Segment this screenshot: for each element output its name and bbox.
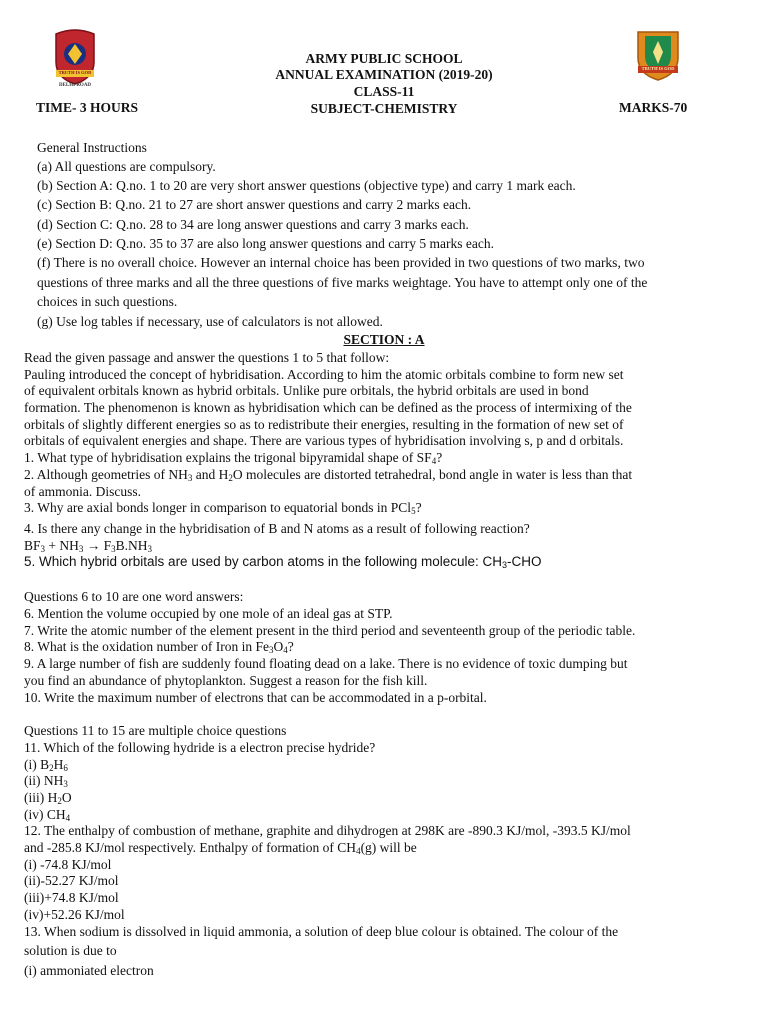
- q11-option-3: (iii) $H_2O$: [24, 790, 72, 806]
- q12-option-3: (iii)+74.8 KJ/mol: [24, 890, 119, 905]
- question-12: 12. The enthalpy of combustion of methane, graphite and dihydrogen at 298K are -890.3 KJ/mol, -393.5 KJ/mol: [24, 823, 631, 838]
- question-7: 7. Write the atomic number of the element present in the third period and seventeenth group of the periodic table.: [24, 623, 636, 638]
- marks-label: MARKS-70: [619, 100, 688, 115]
- class-label: CLASS-11: [353, 84, 415, 99]
- instruction-a: (a) All questions are compulsory.: [37, 159, 216, 174]
- one-word-intro: Questions 6 to 10 are one word answers:: [24, 589, 244, 604]
- question-9-line2: you find an abundance of phytoplankton. Suggest a reason for the fish kill.: [24, 673, 428, 688]
- question-13: 13. When sodium is dissolved in liquid ammonia, a solution of deep blue colour is obtained. The colour of the: [24, 924, 619, 939]
- exam-title: ANNUAL EXAMINATION (2019-20): [275, 67, 493, 82]
- q13-option-1: (i) ammoniated electron: [24, 963, 154, 978]
- right-crest-motto: TRUTH IS GOD: [641, 66, 675, 71]
- q11-option-2: (ii) $NH_3$: [24, 773, 68, 789]
- instruction-e: (e) Section D: Q.no. 35 to 37 are also long answer questions and carry 5 marks each.: [37, 236, 494, 251]
- passage-line: formation. The phenomenon is known as hybridisation which can be defined as the process of intermixing of the: [24, 400, 632, 415]
- question-11: 11. Which of the following hydride is a electron precise hydride?: [24, 740, 376, 755]
- instructions-title: General Instructions: [37, 140, 147, 155]
- instruction-g: (g) Use log tables if necessary, use of calculators is not allowed.: [37, 314, 383, 329]
- instruction-f-line1: (f) There is no overall choice. However an internal choice has been provided in two questions of two marks, two: [37, 255, 645, 270]
- time-label: TIME- 3 HOURS: [36, 100, 139, 115]
- question-2-line2: of ammonia. Discuss.: [24, 484, 141, 499]
- section-a-title: SECTION : A: [343, 332, 425, 347]
- passage-line: Pauling introduced the concept of hybridisation. According to him the atomic orbitals combine to form new set: [24, 367, 624, 382]
- question-5: 5. Which hybrid orbitals are used by carbon atoms in the following molecule: $CH_3$-CHO: [24, 554, 542, 570]
- q12-option-2: (ii)-52.27 KJ/mol: [24, 873, 119, 888]
- question-6: 6. Mention the volume occupied by one mole of an ideal gas at STP.: [24, 606, 393, 621]
- question-8: 8. What is the oxidation number of Iron in $Fe_3O_4$?: [24, 639, 294, 655]
- instruction-b: (b) Section A: Q.no. 1 to 20 are very short answer questions (objective type) and carry 1 mark each.: [37, 178, 576, 193]
- instruction-d: (d) Section C: Q.no. 28 to 34 are long answer questions and carry 3 marks each.: [37, 217, 469, 232]
- question-12-line2: and -285.8 KJ/mol respectively. Enthalpy of formation of $CH_4(g)$ will be: [24, 840, 417, 856]
- passage-line: of equivalent orbitals known as hybrid orbitals. Unlike pure orbitals, the hybrid orbitals are used in bond: [24, 383, 589, 398]
- question-9: 9. A large number of fish are suddenly found floating dead on a lake. There is no evidence of toxic dumping but: [24, 656, 628, 671]
- question-4-reaction: $BF_3 + NH_3 \to F_3B.NH_3$: [24, 538, 153, 554]
- passage-line: orbitals of equivalent energies and shape. There are various types of hybridisation involving s, p and d orbitals.: [24, 433, 624, 448]
- passage-intro: Read the given passage and answer the questions 1 to 5 that follow:: [24, 350, 390, 365]
- instruction-f-line3: choices in such questions.: [37, 294, 178, 309]
- subject-label: SUBJECT-CHEMISTRY: [310, 101, 458, 116]
- instruction-c: (c) Section B: Q.no. 21 to 27 are short answer questions and carry 2 marks each.: [37, 197, 472, 212]
- question-13-line2: solution is due to: [24, 943, 117, 958]
- question-10: 10. Write the maximum number of electrons that can be accommodated in a p-orbital.: [24, 690, 487, 705]
- passage-line: orbitals of slightly different energies so as to redistribute their energies, resulting in the formation of new set of: [24, 417, 624, 432]
- question-2: 2. Although geometries of $NH_3$ and $H_2O$ molecules are distorted tetrahedral, bond angle in water is less than that: [24, 467, 633, 483]
- q12-option-4: (iv)+52.26 KJ/mol: [24, 907, 125, 922]
- school-name: ARMY PUBLIC SCHOOL: [305, 51, 463, 66]
- question-1: 1. What type of hybridisation explains the trigonal bipyramidal shape of $SF_4$?: [24, 450, 443, 466]
- q11-option-1: (i) $B_2H_6$: [24, 757, 68, 773]
- q12-option-1: (i) -74.8 KJ/mol: [24, 857, 112, 872]
- question-3: 3. Why are axial bonds longer in comparison to equatorial bonds in PCl$_5$?: [24, 500, 422, 516]
- question-4: 4. Is there any change in the hybridisation of B and N atoms as a result of following reaction?: [24, 521, 530, 536]
- left-crest-motto: TRUTH IS GOD: [58, 70, 92, 75]
- left-crest-caption: DELHI ROAD: [58, 83, 92, 88]
- mcq-intro: Questions 11 to 15 are multiple choice questions: [24, 723, 287, 738]
- instruction-f-line2: questions of three marks and all the three questions of five marks weightage. You have to attempt only one of the: [37, 275, 648, 290]
- q11-option-4: (iv) $CH_4$: [24, 807, 71, 823]
